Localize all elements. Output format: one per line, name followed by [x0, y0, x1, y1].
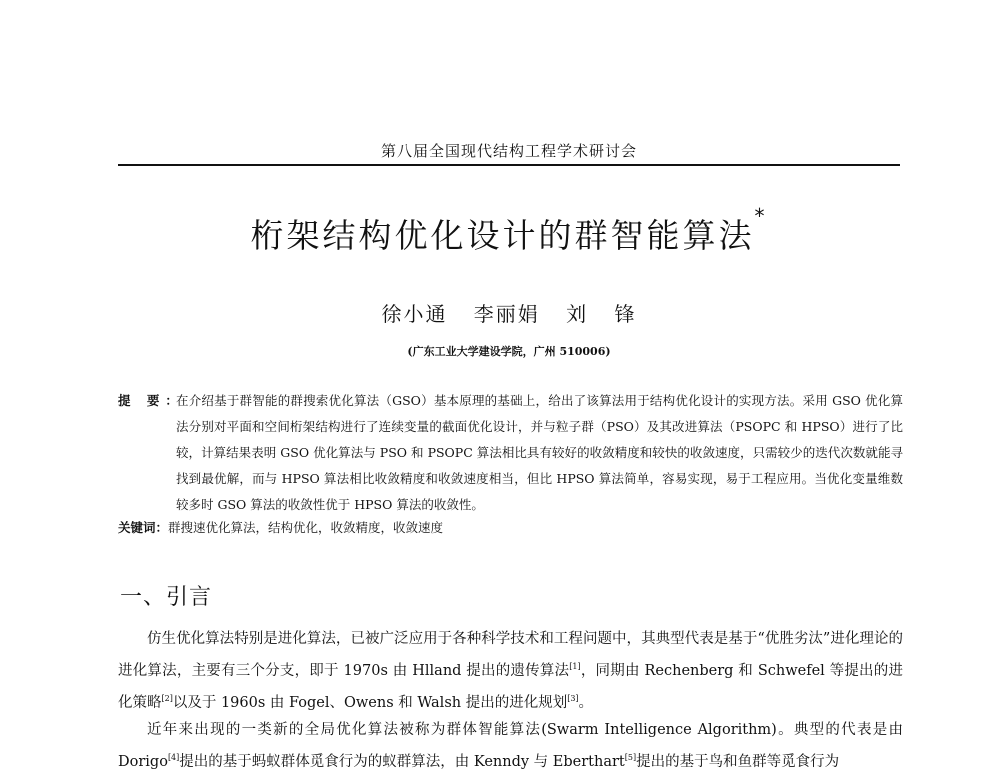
- text-run: 仿生优化算法特别是进化算法，已被广泛应用于各种科学技术和工程问题中，其典型代表是基于“优胜劣汰”进化理论的进化算法，主要有三个分支，即于 1970s 由 Hlland 提出的遗传算法: [118, 631, 903, 679]
- paragraph: [118, 717, 903, 775]
- paper-title-text: 桁架结构优化设计的群智能算法: [250, 216, 755, 255]
- body-text: [118, 626, 903, 775]
- citation: [4]: [167, 752, 180, 762]
- citation: [5]: [624, 752, 637, 762]
- text-run: 。: [578, 694, 594, 711]
- abstract: [118, 388, 903, 518]
- paper-title: [118, 204, 900, 257]
- authors: 徐小通 李丽娟 刘 锋: [381, 302, 637, 326]
- paragraph: [118, 626, 903, 717]
- text-run: 提出的基于鸟和鱼群等觅食行为: [636, 753, 840, 770]
- citation: [2]: [161, 693, 173, 703]
- abstract-label: 提 要：: [118, 393, 184, 408]
- section-heading: 一、引言: [120, 585, 213, 610]
- keywords: [118, 518, 903, 538]
- text-run: ，同期由 Rechenberg 和 Schwefel 等提出的进化策略: [118, 662, 903, 711]
- affiliation: (广东工业大学建设学院，广州 510006): [407, 345, 611, 358]
- header-rule: [118, 164, 900, 166]
- text-run: 以及于 1960s 由 Fogel、Owens 和 Walsh 提出的进化规划: [172, 694, 568, 711]
- text-run: 提出的基于蚂蚁群体觅食行为的蚁群算法，由 Kenndy 与 Eberthart: [179, 753, 625, 770]
- conference-header: 第八届全国现代结构工程学术研讨会: [380, 142, 637, 160]
- text-run: 近年来出现的一类新的全局优化算法被称为群体智能算法(Swarm Intelligence Algorithm)。典型的代表是由 Dorigo: [118, 721, 903, 770]
- citation: [1]: [569, 662, 581, 671]
- title-footnote-mark: *: [754, 204, 768, 228]
- keywords-label: 关键词：: [118, 520, 169, 535]
- citation: [3]: [567, 693, 579, 703]
- keywords-text: 群搜速优化算法，结构优化，收敛精度，收敛速度: [168, 520, 444, 535]
- abstract-text: 在介绍基于群智能的群搜索优化算法（GSO）基本原理的基础上，给出了该算法用于结构优化设计的实现方法。采用 GSO 优化算法分别对平面和空间桁架结构进行了连续变量的截面优化设计，并与粒子群（PSO）及其改进算法（PSOPC 和 HPSO）进行了比较，计算结果表明 GSO 优化算法与 PSO 和 PSOPC 算法相比具有较好的收敛精度和较快的收敛速度，只需较少的迭代次数就能寻找到最优解，而与 HPSO 算法相比收敛精度和收敛速度相当，但比 HPSO 算法简单，容易实现，易于工程应用。当优化变量维数较多时 GSO 算法的收敛性优于 HPSO 算法的收敛性。: [176, 393, 903, 512]
